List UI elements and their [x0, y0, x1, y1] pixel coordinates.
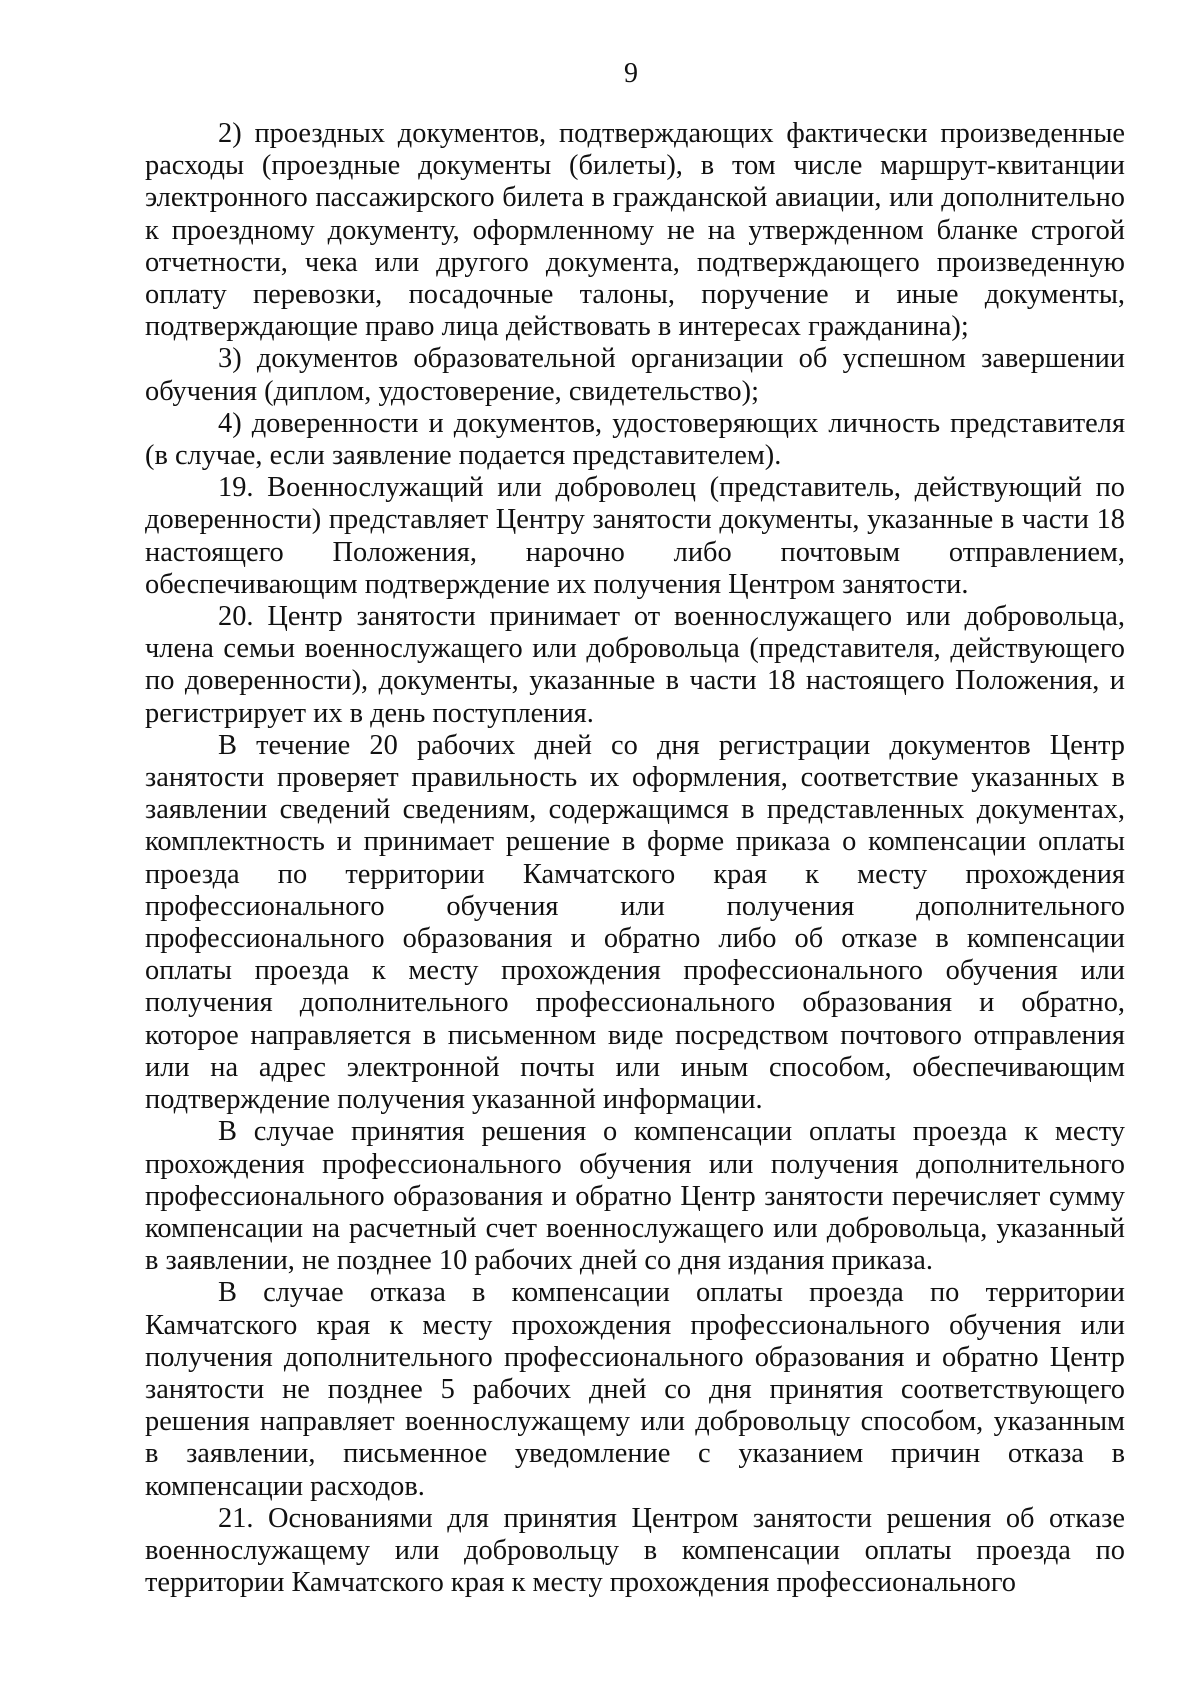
paragraph-section-21: 21. Основаниями для принятия Центром занятости решения об отказе военнослужащему или добровольцу в компенсации оплаты проезда по территории Камчатского края к месту прохождения профессионального: [145, 1502, 1125, 1599]
paragraph-section-20: 20. Центр занятости принимает от военнослужащего или добровольца, члена семьи военнослужащего или добровольца (представителя, действующего по доверенности), документы, указанные в части 18 настоящего Положения, и регистрирует их в день поступления.: [145, 601, 1125, 729]
paragraph-section-19: 19. Военнослужащий или доброволец (представитель, действующий по доверенности) представляет Центру занятости документы, указанные в части 18 настоящего Положения, нарочно либо почтовым отправлением, обеспечивающим подтверждение их получения Центром занятости.: [145, 472, 1125, 600]
document-body: [145, 118, 1125, 1599]
paragraph-item-2: 2) проездных документов, подтверждающих фактически произведенные расходы (проездные документы (билеты), в том числе маршрут-квитанции электронного пассажирского билета в гражданской авиации, или дополнительно к проездному документу, оформленному не на утвержденном бланке строгой отчетности, чека или другого документа, подтверждающего произведенную оплату перевозки, посадочные талоны, поручение и иные документы, подтверждающие право лица действовать в интересах гражданина);: [145, 118, 1125, 343]
paragraph-compensation-refused: В случае отказа в компенсации оплаты проезда по территории Камчатского края к месту прохождения профессионального обучения или получения дополнительного профессионального образования и обратно Центр занятости не позднее 5 рабочих дней со дня принятия соответствующего решения направляет военнослужащему или добровольцу способом, указанным в заявлении, письменное уведомление с указанием причин отказа в компенсации расходов.: [145, 1277, 1125, 1502]
paragraph-review-period: В течение 20 рабочих дней со дня регистрации документов Центр занятости проверяет правильность их оформления, соответствие указанных в заявлении сведений сведениям, содержащимся в представленных документах, комплектность и принимает решение в форме приказа о компенсации оплаты проезда по территории Камчатского края к месту прохождения профессионального обучения или получения дополнительного профессионального образования и обратно либо об отказе в компенсации оплаты проезда к месту прохождения профессионального обучения или получения дополнительного профессионального образования и обратно, которое направляется в письменном виде посредством почтового отправления или на адрес электронной почты или иным способом, обеспечивающим подтверждение получения указанной информации.: [145, 729, 1125, 1116]
paragraph-compensation-approved: В случае принятия решения о компенсации оплаты проезда к месту прохождения профессионального обучения или получения дополнительного профессионального образования и обратно Центр занятости перечисляет сумму компенсации на расчетный счет военнослужащего или добровольца, указанный в заявлении, не позднее 10 рабочих дней со дня издания приказа.: [145, 1116, 1125, 1277]
paragraph-item-3: 3) документов образовательной организации об успешном завершении обучения (диплом, удостоверение, свидетельство);: [145, 343, 1125, 407]
page-number: 9: [624, 58, 638, 89]
paragraph-item-4: 4) доверенности и документов, удостоверяющих личность представителя (в случае, если заявление подается представителем).: [145, 407, 1125, 472]
